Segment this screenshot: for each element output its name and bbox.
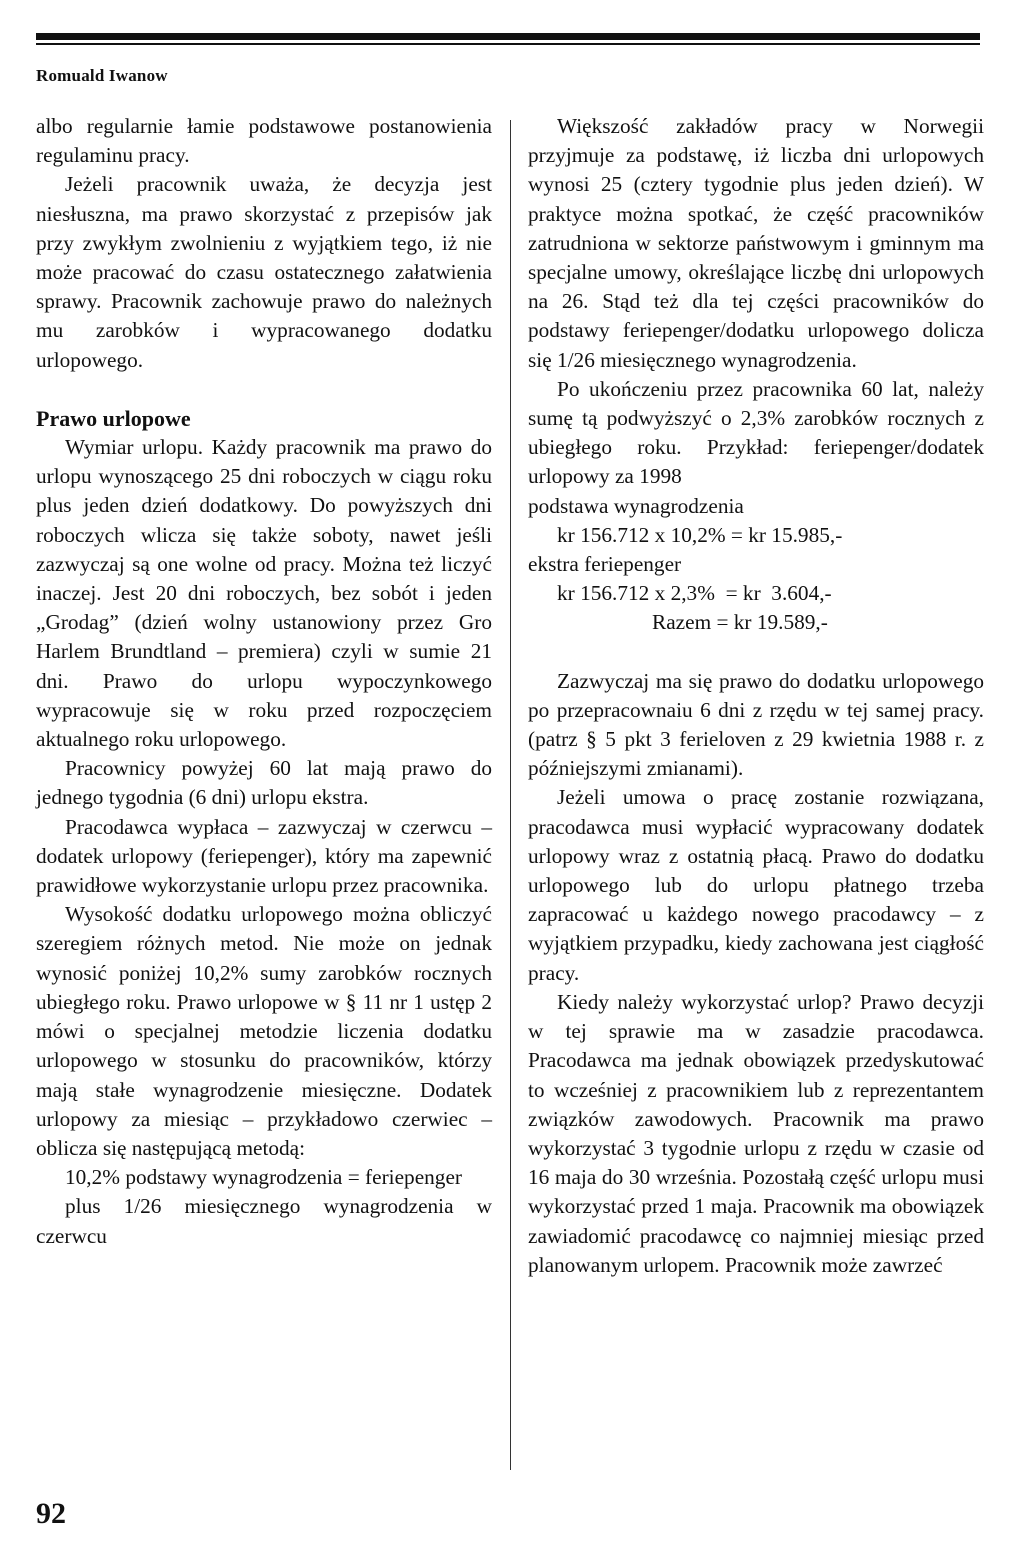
paragraph: Wysokość dodatku urlopowego można obliczyć szeregiem różnych metod. Nie może on jednak wynosić poniżej 10,2% sumy zarobków rocznych ubiegłego roku. Prawo urlopowe w § 11 nr 1 ustęp 2 mówi o specjalnej metodzie liczenia dodatku urlopowego w stosunku do pracowników, którzy mają stałe wynagrodzenie miesięczne. Dodatek urlopowy za miesiąc – przykładowo czerwiec – oblicza się następującą metodą:	[36, 902, 492, 1160]
column-divider	[510, 120, 511, 1470]
calc-label: ekstra feriepenger	[528, 552, 682, 577]
paragraph: Kiedy należy wykorzystać urlop? Prawo decyzji w tej sprawie ma w zasadzie pracodawca. Pracodawca ma jednak obowiązek przedyskutować to wcześniej z pracownikiem lub z reprezentantem związków zawodowych. Pracownik ma prawo wykorzystać 3 tygodnie urlopu z rzędu w czasie od 16 maja do 30 września. Pozostałą część urlopu musi wykorzystać przed 1 maja. Pracownik ma obowiązek zawiadomić pracodawcę co najmniej miesiąc przed planowanym urlopem. Pracownik może zawrzeć	[528, 989, 984, 1277]
header-rule-thick	[36, 33, 980, 40]
paragraph: Pracownicy powyżej 60 lat mają prawo do jednego tygodnia (6 dni) urlopu ekstra.	[36, 756, 492, 810]
header-rule-thin	[36, 43, 980, 45]
calculation-example	[528, 492, 984, 638]
calc-row: kr 156.712 x 10,2% = kr 15.985,-	[557, 522, 843, 547]
right-column	[528, 112, 984, 1280]
calc-label: podstawa wynagrodzenia	[528, 493, 744, 518]
paragraph: Większość zakładów pracy w Norwegii przyjmuje za podstawę, iż liczba dni urlopowych wynosi 25 (cztery tygodnie plus jeden dzień). W praktyce można spotkać, że część pracowników zatrudniona w sektorze państwowym i gminnym ma specjalne umowy, określające liczbę dni urlopowych na 26. Stąd też dla tej części pracowników do podstawy feriepenger/dodatku urlopowego dolicza się 1/26 miesięcznego wynagrodzenia.	[528, 114, 984, 372]
paragraph: Pracodawca wypłaca – zazwyczaj w czerwcu – dodatek urlopowy (feriepenger), który ma zapewnić prawidłowe wykorzystanie urlopu przez pracownika.	[36, 814, 492, 898]
paragraph: Wymiar urlopu. Każdy pracownik ma prawo do urlopu wynoszącego 25 dni roboczych w ciągu roku plus jeden dzień dodatkowy. Do powyższych dni roboczych wlicza się także soboty, nawet jeśli zazwyczaj są one wolne od pracy. Można też liczyć inaczej. Jest 20 dni roboczych, bez sobót i jeden „Grodag” (dzień wolny ustanowiony przez Gro Harlem Brundtland – premiera) czyli w sumie 21 dni. Prawo do urlopu wypoczynkowego wypracowuje się w roku przed rozpoczęciem aktualnego roku urlopowego.	[36, 435, 492, 752]
calc-row: kr 156.712 x 2,3% = kr 3.604,-	[557, 581, 832, 606]
paragraph: Jeżeli umowa o pracę zostanie rozwiązana, pracodawca musi wypłacić wypracowany dodatek urlopowy wraz z ostatnią płacą. Prawo do dodatku urlopowego lub do urlopu płatnego trzeba zapracować u każdego nowego pracodawcy – z wyjątkiem przypadku, kiedy zachowana jest ciągłość pracy.	[528, 785, 984, 985]
calc-total: Razem = kr 19.589,-	[652, 610, 828, 635]
page-number: 92	[36, 1497, 66, 1530]
paragraph: Jeżeli pracownik uważa, że decyzja jest niesłuszna, ma prawo skorzystać z przepisów jak przy zwykłym zwolnieniu z wyjątkiem tego, iż nie może pracować do czasu ostatecznego załatwienia sprawy. Pracownik zachowuje prawo do należnych mu zarobków i wypracowanego dodatku urlopowego.	[36, 172, 492, 372]
formula-line: 10,2% podstawy wynagrodzenia = feriepenger	[65, 1165, 462, 1190]
formula-line: plus 1/26 miesięcznego wynagrodzenia w czerwcu	[36, 1194, 492, 1248]
left-column	[36, 112, 492, 1251]
section-heading: Prawo urlopowe	[36, 405, 191, 431]
paragraph: Po ukończeniu przez pracownika 60 lat, należy sumę tą podwyższyć o 2,3% zarobków rocznych z ubiegłego roku. Przykład: feriepenger/dodatek urlopowy za 1998	[528, 376, 984, 489]
paragraph: Zazwyczaj ma się prawo do dodatku urlopowego po przepracownaiu 6 dni z rzędu w tej samej pracy. (patrz § 5 pkt 3 ferieloven z 29 kwietnia 1988 r. z późniejszymi zmianami).	[528, 668, 984, 781]
paragraph: albo regularnie łamie podstawowe postanowienia regulaminu pracy.	[36, 114, 492, 168]
running-header-author: Romuald Iwanow	[36, 66, 168, 85]
